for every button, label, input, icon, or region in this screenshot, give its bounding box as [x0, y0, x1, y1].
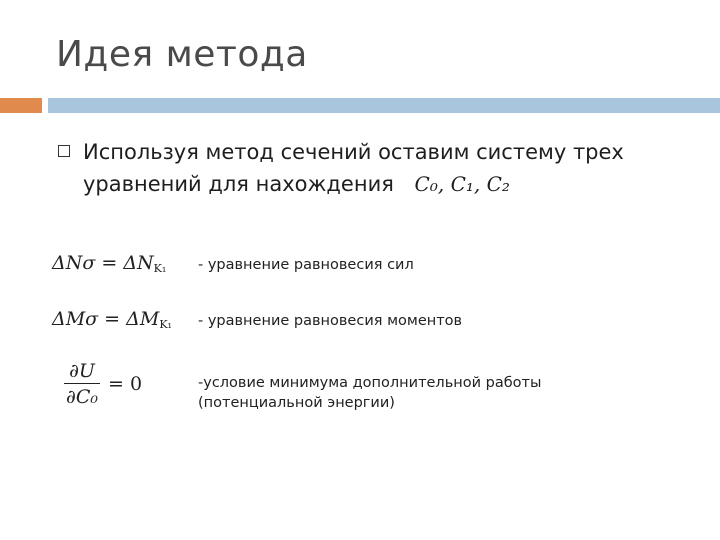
moment-equilibrium-description: - уравнение равновесия моментов [198, 313, 463, 329]
fraction-denominator: ∂C₀ [66, 386, 98, 408]
bullet-item [83, 136, 693, 200]
bullet-formula: C₀, C₁, C₂ [414, 172, 510, 196]
equation-lhs: ΔNσ = ΔN [52, 252, 154, 274]
header-divider-bar [48, 98, 720, 113]
equation-subscript: K₁ [153, 262, 167, 275]
equation-lhs: ΔMσ = ΔM [52, 308, 160, 330]
fraction-numerator: ∂U [69, 360, 95, 382]
partial-derivative-fraction [64, 360, 100, 408]
minimum-condition-equation [64, 360, 142, 408]
accent-bar [0, 98, 42, 113]
moment-equilibrium-equation [52, 308, 172, 331]
force-equilibrium-equation [52, 252, 166, 275]
bullet-text: Используя метод сечений оставим систему трех уравнений для нахождения [83, 140, 624, 196]
fraction-rhs: = 0 [107, 373, 143, 395]
minimum-condition-description: -условие минимума дополнительной работы (потенциальной энергии) [198, 375, 542, 411]
bullet-square-icon [58, 145, 70, 157]
slide-title: Идея метода [56, 34, 308, 75]
force-equilibrium-description: - уравнение равновесия сил [198, 257, 414, 273]
equation-subscript: K₁ [159, 318, 172, 331]
